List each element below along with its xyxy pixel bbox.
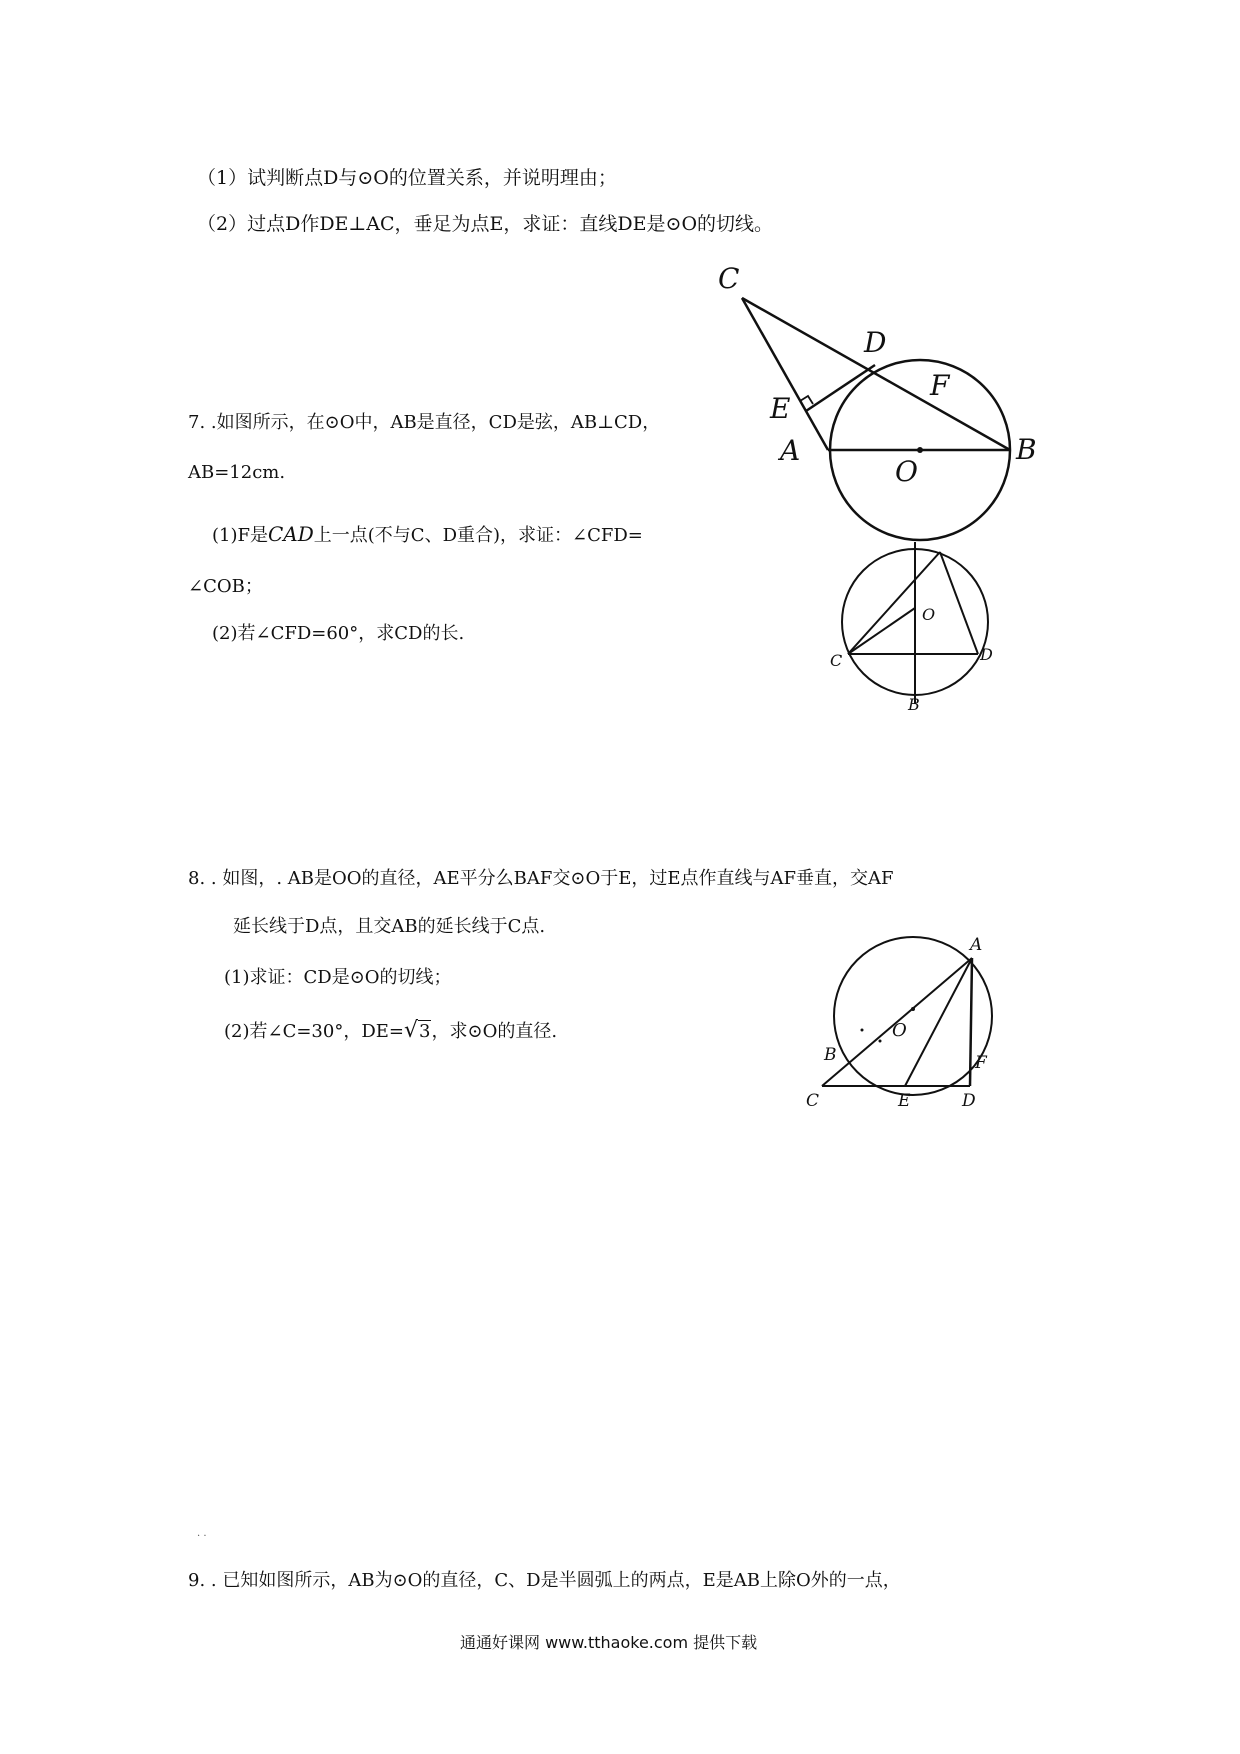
q6-part1: （1）试判断点D与⊙O的位置关系，并说明理由； xyxy=(197,167,617,189)
q6-label-o: O xyxy=(895,455,918,488)
q8-part2 xyxy=(224,1018,557,1044)
q8-line2: 延长线于D点，且交AB的延长线于C点. xyxy=(233,916,546,937)
q8-sqrt xyxy=(404,1018,431,1044)
q7-label-o: O xyxy=(922,605,936,624)
q7-label-b: B xyxy=(908,695,920,714)
q7-part1-b: 上一点(不与C、D重合)，求证：∠CFD= xyxy=(313,525,643,546)
q7-part1-arc: CAD xyxy=(268,522,314,546)
q6-line-de xyxy=(806,365,875,411)
q8-sqrt-value: 3 xyxy=(419,1021,431,1042)
q6-label-f: F xyxy=(930,369,950,402)
q6-line-ca xyxy=(742,298,828,450)
q8-stray-dot xyxy=(879,1040,882,1043)
q7-radius-oc xyxy=(848,608,915,654)
q8-label-o: O xyxy=(892,1020,907,1041)
q6-label-a: A xyxy=(780,434,801,467)
q8-label-b: B xyxy=(824,1045,837,1065)
q8-center-dot xyxy=(911,1007,915,1011)
q8-stray-dot xyxy=(861,1029,864,1032)
q9-line1: 9. . 已知如图所示，AB为⊙O的直径，C、D是半圆弧上的两点，E是AB上除O外的一点， xyxy=(188,1570,901,1591)
q7-part1-a: (1)F是 xyxy=(212,525,268,546)
q7-part1 xyxy=(212,522,643,547)
q7-line-cf xyxy=(848,552,940,654)
q8-part2-a: (2)若∠C=30°，DE= xyxy=(224,1021,404,1042)
q8-line-ad xyxy=(970,958,972,1086)
q8-label-a: A xyxy=(970,935,983,955)
q6-label-b: B xyxy=(1016,433,1037,466)
q6-label-d: D xyxy=(864,326,887,359)
q8-label-e: E xyxy=(898,1091,911,1111)
q7-line1: 7. .如图所示，在⊙O中，AB是直径，CD是弦，AB⊥CD， xyxy=(188,412,661,433)
stray-marks: . . xyxy=(197,1528,207,1539)
q8-label-f: F xyxy=(975,1053,987,1073)
radical-sign: √ xyxy=(404,1018,419,1043)
q8-figure xyxy=(800,924,1010,1114)
q6-figure xyxy=(700,258,1060,543)
q8-part1: (1)求证：CD是⊙O的切线； xyxy=(224,967,452,988)
q8-line1: 8. . 如图，. AB是OO的直径，AE平分么BAF交⊙O于E，过E点作直线与AF垂直，交AF xyxy=(188,868,894,889)
q7-part1-continued: ∠COB； xyxy=(188,576,263,597)
q7-figure xyxy=(820,542,1010,722)
q6-center-dot xyxy=(917,447,923,453)
page-footer: 通通好课网 www.tthaoke.com 提供下载 xyxy=(460,1633,758,1652)
q8-line-ae xyxy=(905,958,972,1086)
q8-part2-b: ，求⊙O的直径. xyxy=(431,1021,558,1042)
q7-line-df xyxy=(940,552,978,654)
q8-label-d: D xyxy=(962,1091,976,1111)
q7-label-d: D xyxy=(980,645,993,664)
q6-label-e: E xyxy=(770,392,791,425)
q7-line2: AB=12cm. xyxy=(188,462,286,483)
q7-label-c: C xyxy=(830,651,843,670)
q6-label-c: C xyxy=(718,262,740,295)
q8-label-c: C xyxy=(806,1091,820,1111)
q7-part2: (2)若∠CFD=60°，求CD的长. xyxy=(212,623,465,644)
q6-part2: （2）过点D作DE⊥AC，垂足为点E，求证：直线DE是⊙O的切线。 xyxy=(197,213,774,235)
